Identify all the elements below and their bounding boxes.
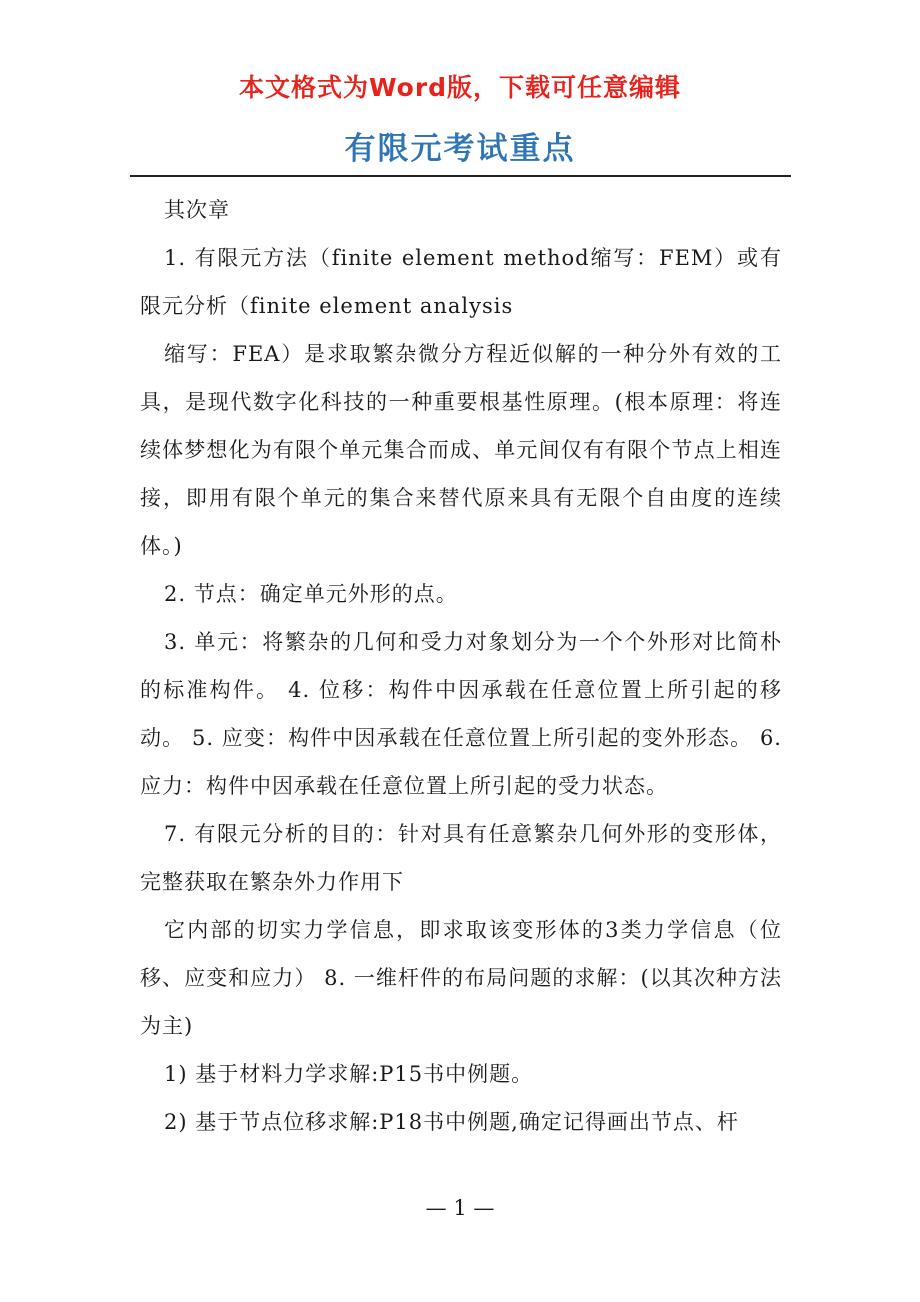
- title-divider: [130, 175, 791, 177]
- document-body: [140, 186, 782, 1146]
- chapter-heading: 其次章: [164, 198, 230, 222]
- page-number: — 1 —: [425, 1196, 495, 1220]
- paragraph-3: 2. 节点：确定单元外形的点。: [164, 582, 458, 606]
- document-title: 有限元考试重点: [344, 131, 576, 167]
- paragraph-4: 3. 单元：将繁杂的几何和受力对象划分为一个个外形对比简朴的标准构件。 4. 位移：构件中因承载在任意位置上所引起的移动。 5. 应变：构件中因承载在任意位置上所引起的变外形态。 6. 应力：构件中因承载在任意位置上所引起的受力状态。: [140, 630, 782, 798]
- list-item-1: 1) 基于材料力学求解:P15书中例题。: [164, 1062, 534, 1086]
- paragraph-5: 7. 有限元分析的目的：针对具有任意繁杂几何外形的变形体，完整获取在繁杂外力作用下: [140, 822, 782, 894]
- paragraph-1: 1. 有限元方法（finite element method缩写：FEM）或有限元分析（finite element analysis: [140, 246, 782, 318]
- paragraph-2: 缩写：FEA）是求取繁杂微分方程近似解的一种分外有效的工具，是现代数字化科技的一种重要根基性原理。(根本原理：将连续体梦想化为有限个单元集合而成、单元间仅有有限个节点上相连接，即用有限个单元的集合来替代原来具有无限个自由度的连续体。): [140, 342, 782, 558]
- download-banner: 本文格式为Word版，下载可任意编辑: [238, 73, 682, 102]
- list-item-2: 2) 基于节点位移求解:P18书中例题,确定记得画出节点、杆: [164, 1110, 739, 1134]
- paragraph-6: 它内部的切实力学信息，即求取该变形体的3类力学信息（位移、应变和应力） 8. 一维杆件的布局问题的求解：(以其次种方法为主): [140, 918, 782, 1038]
